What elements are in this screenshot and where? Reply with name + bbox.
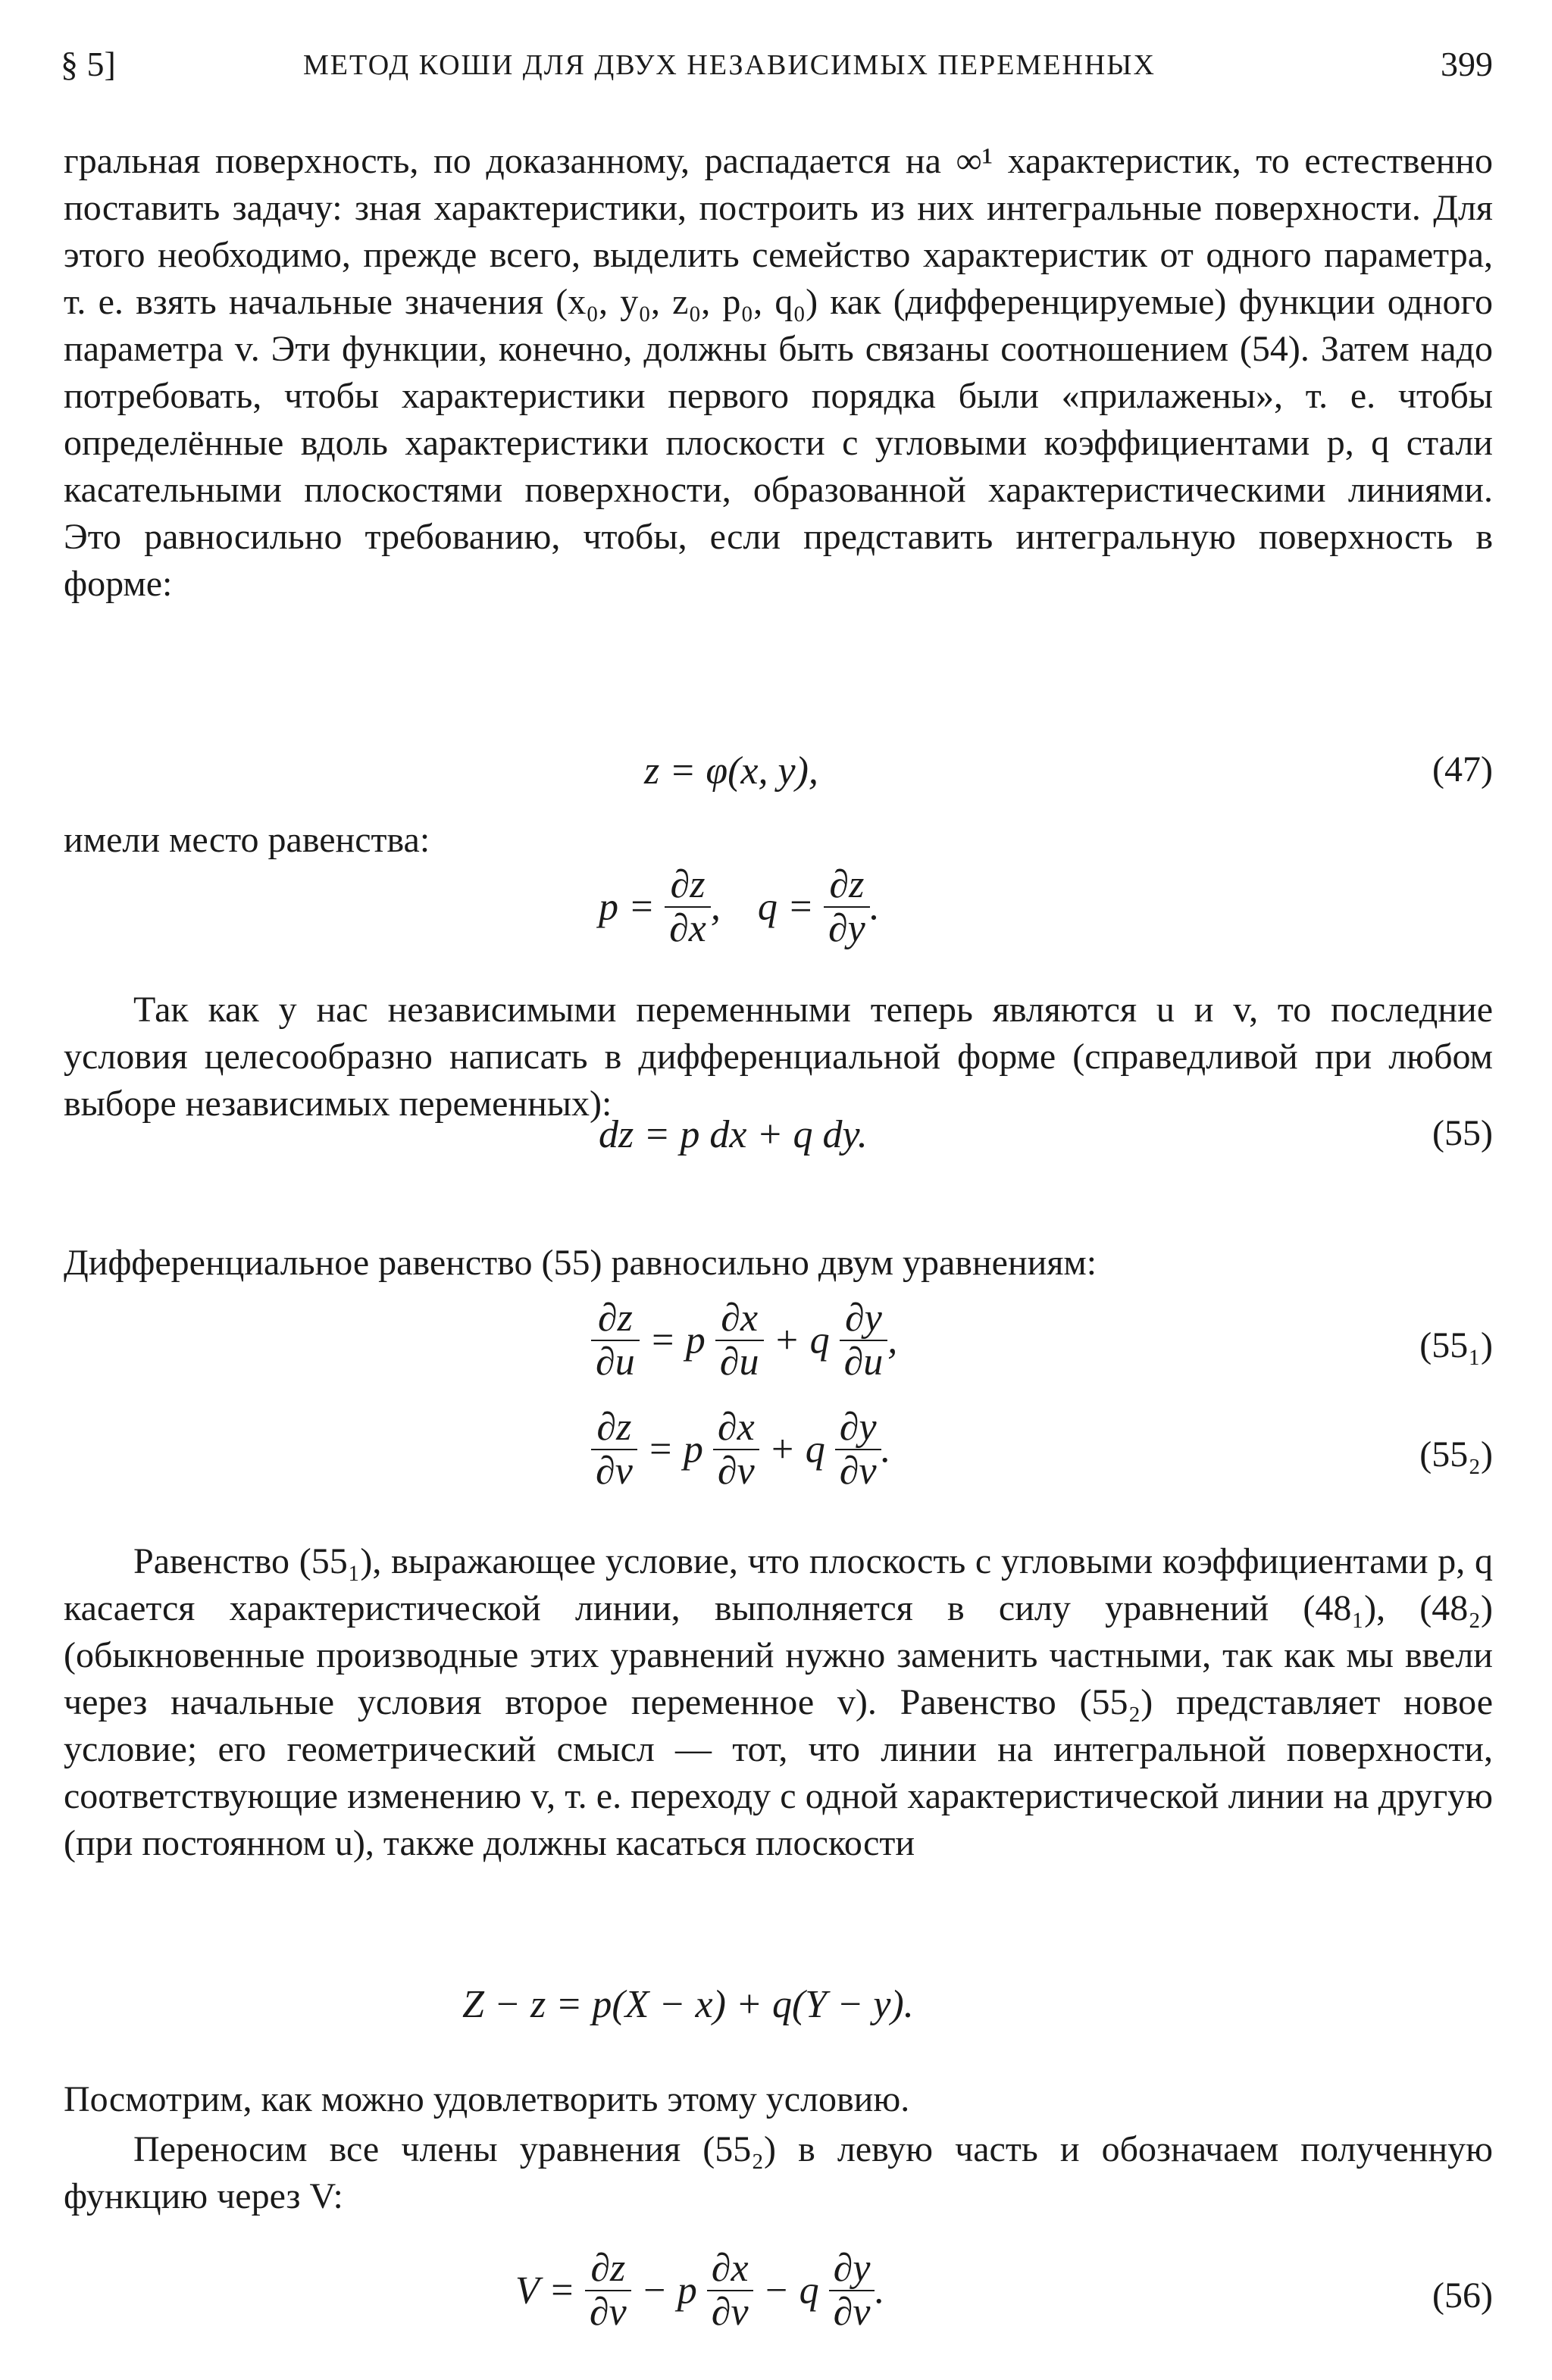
equation-55-1-tag: (55₁) xyxy=(1419,1325,1493,1365)
fraction-lhs xyxy=(591,1406,637,1493)
fraction-term2 xyxy=(829,2247,875,2334)
equation-47-body: z = φ(x, y), xyxy=(644,749,818,793)
equation-55-2 xyxy=(0,1406,1552,1512)
text-two-equations: Дифференциальное равенство (55) равносильно двум уравнениям: xyxy=(64,1243,1097,1283)
separator: , xyxy=(710,885,721,929)
equation-55-1 xyxy=(0,1297,1552,1403)
equation-55-1-body xyxy=(591,1297,897,1384)
equation-end: . xyxy=(875,2269,885,2313)
equation-47-tag: (47) xyxy=(1432,749,1493,790)
q-lhs: q = xyxy=(757,885,814,929)
fraction-numerator: ∂x xyxy=(707,2247,753,2291)
fraction-lhs xyxy=(591,1297,640,1384)
equation-end: . xyxy=(881,1428,891,1471)
equation-56-body xyxy=(515,2247,884,2334)
plus-q: + q xyxy=(773,1318,830,1362)
fraction-denominator: ∂y xyxy=(828,907,865,950)
fraction-numerator: ∂z xyxy=(665,864,711,908)
equals-p: = p xyxy=(649,1318,706,1362)
equation-55 xyxy=(0,1112,1552,1203)
fraction-term1 xyxy=(713,1406,759,1493)
page-header xyxy=(61,44,1493,97)
equation-plane xyxy=(0,1982,1552,2073)
equation-pq-body xyxy=(599,864,880,950)
fraction-numerator: ∂y xyxy=(835,1406,881,1450)
fraction-dz-dx xyxy=(665,864,711,950)
fraction-numerator: ∂y xyxy=(840,1297,888,1341)
minus-p: − p xyxy=(640,2269,697,2313)
section-marker: § 5] xyxy=(61,45,116,83)
paragraph-equality-55-1: Равенство (55₁), выражающее условие, что плоскость с угловыми коэффициентами p, q касается характеристической линии, выполняется в силу уравнений (48₁), (48₂) (обыкновенные производные этих уравнений нужно заменить частными, так как мы ввели через начальные условия второе переменное v). Равенство (55₂) представляет новое условие; его геометрический смысл — тот, что линии на интегральной поверхности, соответствующие изменению v, т. е. переходу с одной характеристической линии на другую (при постоянном u), также должны касаться плоскости xyxy=(64,1541,1493,1863)
equation-end: . xyxy=(869,885,880,929)
text-let-us-see: Посмотрим, как можно удовлетворить этому условию. xyxy=(64,2079,910,2119)
fraction-denominator: ∂v xyxy=(596,1450,633,1493)
fraction-denominator: ∂u xyxy=(719,1340,759,1384)
fraction-numerator: ∂y xyxy=(829,2247,875,2291)
fraction-term0 xyxy=(585,2247,631,2334)
minus-q: − q xyxy=(762,2269,819,2313)
fraction-numerator: ∂z xyxy=(585,2247,631,2291)
equation-56-tag: (56) xyxy=(1432,2275,1493,2316)
fraction-numerator: ∂z xyxy=(591,1406,637,1450)
equation-56 xyxy=(0,2247,1552,2361)
equation-end: , xyxy=(887,1318,898,1362)
fraction-numerator: ∂x xyxy=(713,1406,759,1450)
fraction-denominator: ∂u xyxy=(596,1340,635,1384)
fraction-numerator: ∂z xyxy=(824,864,870,908)
fraction-denominator: ∂v xyxy=(833,2291,871,2334)
fraction-denominator: ∂v xyxy=(717,1450,755,1493)
fraction-denominator: ∂u xyxy=(843,1340,884,1384)
p-lhs: p = xyxy=(599,885,656,929)
paragraph-intro: гральная поверхность, по доказанному, распадается на ∞¹ характеристик, то естественно поставить задачу: зная характеристики, построить из них интегральные поверхности. Для этого необходимо, прежде всего, выделить семейство характеристик от одного параметра, т. е. взять начальные значения (x₀, y₀, z₀, p₀, q₀) как (дифференцируемые) функции одного параметра v. Эти функции, конечно, должны быть связаны соотношением (54). Затем надо потребовать, чтобы характеристики первого порядка были «прилажены», т. е. чтобы определённые вдоль характеристики плоскости с угловыми коэффициентами p, q стали касательными плоскостями поверхности, образованной характеристическими линиями. Это равносильно требованию, чтобы, если представить интегральную поверхность в форме: xyxy=(64,141,1493,604)
equals-p: = p xyxy=(646,1428,703,1471)
fraction-denominator: ∂v xyxy=(839,1450,877,1493)
fraction-term2 xyxy=(840,1297,888,1384)
equation-55-tag: (55) xyxy=(1432,1113,1493,1153)
equation-plane-body: Z − z = p(X − x) + q(Y − y). xyxy=(462,1983,914,2026)
running-title: МЕТОД КОШИ ДЛЯ ДВУХ НЕЗАВИСИМЫХ ПЕРЕМЕННЫХ xyxy=(303,49,1156,81)
equation-55-2-tag: (55₂) xyxy=(1419,1434,1493,1475)
equation-pq xyxy=(0,864,1552,970)
fraction-numerator: ∂z xyxy=(591,1297,640,1341)
equation-55-body: dz = p dx + q dy. xyxy=(599,1113,868,1156)
paragraph-independent-vars: Так как у нас независимыми переменными теперь являются u и v, то последние условия целесообразно написать в дифференциальной форме (справедливой при любом выборе независимых переменных): xyxy=(64,990,1493,1124)
fraction-denominator: ∂v xyxy=(589,2291,627,2334)
paragraph-move-terms: Переносим все члены уравнения (55₂) в левую часть и обозначаем полученную функцию через V: xyxy=(64,2129,1493,2216)
fraction-numerator: ∂x xyxy=(715,1297,764,1341)
fraction-term2 xyxy=(835,1406,881,1493)
fraction-term1 xyxy=(707,2247,753,2334)
text-equalities: имели место равенства: xyxy=(64,820,430,860)
v-lhs: V = xyxy=(515,2269,575,2313)
fraction-denominator: ∂v xyxy=(711,2291,749,2334)
equation-55-2-body xyxy=(591,1406,891,1493)
plus-q: + q xyxy=(768,1428,825,1471)
fraction-dz-dy xyxy=(824,864,870,950)
page-number: 399 xyxy=(1441,45,1493,83)
fraction-denominator: ∂x xyxy=(669,907,706,950)
fraction-term1 xyxy=(715,1297,764,1384)
